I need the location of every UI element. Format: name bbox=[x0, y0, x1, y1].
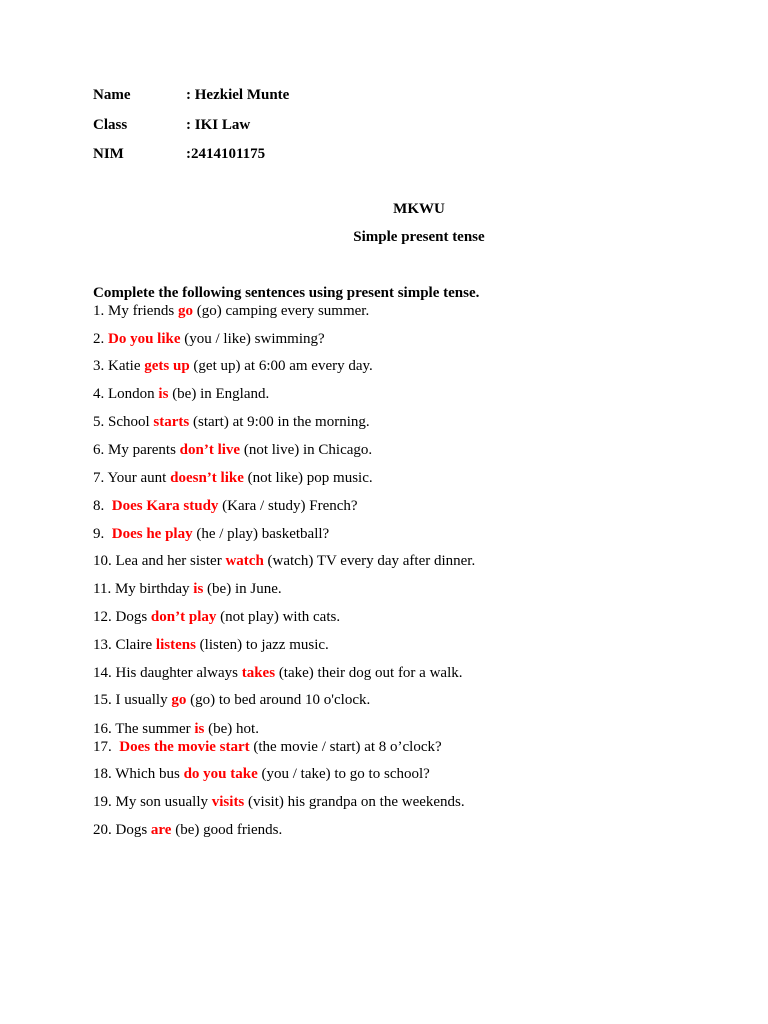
answer-text: do you take bbox=[183, 766, 258, 782]
sentence-text: (watch) TV every day after dinner. bbox=[263, 553, 476, 569]
sentence-item bbox=[93, 636, 329, 654]
sentence-text: (you / take) to go to school? bbox=[257, 766, 430, 782]
sentence-text: 17. bbox=[93, 739, 120, 755]
sentence-text: 12. Dogs bbox=[93, 609, 151, 625]
sentence-text: 15. I usually bbox=[93, 692, 172, 708]
sentence-text: (be) in England. bbox=[168, 386, 270, 402]
sentence-text: (visit) his grandpa on the weekends. bbox=[244, 794, 465, 810]
sentence-item bbox=[93, 793, 465, 811]
sentence-text: 18. Which bus bbox=[93, 766, 184, 782]
sentence-item bbox=[93, 441, 372, 459]
sentence-text: 10. Lea and her sister bbox=[93, 553, 226, 569]
sentence-text: 16. The summer bbox=[93, 721, 195, 737]
document-subtitle: Simple present tense bbox=[353, 229, 485, 245]
answer-text: doesn’t like bbox=[170, 470, 244, 486]
sentence-text: (get up) at 6:00 am every day. bbox=[189, 358, 373, 374]
sentence-text: 7. Your aunt bbox=[93, 470, 171, 486]
sentence-text: (the movie / start) at 8 o’clock? bbox=[249, 739, 442, 755]
answer-text: Does the movie start bbox=[119, 739, 250, 755]
sentence-text: (you / like) swimming? bbox=[180, 331, 325, 347]
answer-text: is bbox=[193, 581, 204, 597]
sentence-text: 19. My son usually bbox=[93, 794, 212, 810]
class-label: Class bbox=[93, 117, 128, 133]
sentence-text: (start) at 9:00 in the morning. bbox=[189, 414, 370, 430]
answer-text: Does he play bbox=[111, 526, 193, 542]
sentence-item bbox=[93, 738, 442, 756]
sentence-text: (not live) in Chicago. bbox=[240, 442, 373, 458]
class-value: : IKI Law bbox=[186, 117, 251, 133]
sentence-text: (Kara / study) French? bbox=[218, 498, 358, 514]
sentence-item bbox=[93, 821, 282, 839]
answer-text: Does Kara study bbox=[111, 498, 219, 514]
sentence-text: 4. London bbox=[93, 386, 159, 402]
sentence-item bbox=[93, 385, 269, 403]
sentence-item bbox=[93, 302, 369, 320]
answer-text: is bbox=[158, 386, 169, 402]
answer-text: watch bbox=[225, 553, 264, 569]
sentence-text: (not play) with cats. bbox=[216, 609, 341, 625]
sentence-text: 1. My friends bbox=[93, 303, 178, 319]
sentence-item bbox=[93, 413, 370, 431]
answer-text: are bbox=[150, 822, 172, 838]
sentence-item bbox=[93, 664, 463, 682]
sentence-text: 14. His daughter always bbox=[93, 665, 242, 681]
sentence-item bbox=[93, 580, 282, 598]
answer-text: visits bbox=[211, 794, 245, 810]
sentence-item bbox=[93, 330, 325, 348]
answer-text: go bbox=[171, 692, 187, 708]
document-title: MKWU bbox=[393, 201, 445, 217]
sentence-item bbox=[93, 497, 358, 515]
sentence-text: (go) to bed around 10 o'clock. bbox=[186, 692, 371, 708]
answer-text: go bbox=[178, 303, 193, 319]
answer-text: starts bbox=[153, 414, 190, 430]
answer-text: gets up bbox=[144, 358, 190, 374]
sentence-text: 2. bbox=[93, 331, 108, 347]
name-label: Name bbox=[93, 87, 131, 103]
sentence-text: 5. School bbox=[93, 414, 154, 430]
instruction: Complete the following sentences using present simple tense. bbox=[93, 285, 480, 301]
sentence-text: 8. bbox=[93, 498, 112, 514]
name-value: : Hezkiel Munte bbox=[186, 87, 290, 103]
sentence-item bbox=[93, 765, 430, 783]
answer-text: listens bbox=[155, 637, 196, 653]
nim-value: :2414101175 bbox=[186, 146, 266, 162]
sentence-text: (go) camping every summer. bbox=[193, 303, 370, 319]
sentence-text: 9. bbox=[93, 526, 112, 542]
sentence-item bbox=[93, 525, 329, 543]
sentence-text: (be) good friends. bbox=[171, 822, 283, 838]
sentence-item bbox=[93, 552, 475, 570]
answer-text: is bbox=[194, 721, 205, 737]
answer-text: takes bbox=[241, 665, 276, 681]
sentence-text: (listen) to jazz music. bbox=[195, 637, 329, 653]
sentence-text: (not like) pop music. bbox=[243, 470, 373, 486]
sentence-item bbox=[93, 691, 370, 709]
answer-text: don’t play bbox=[150, 609, 217, 625]
answer-text: Do you like bbox=[108, 331, 181, 347]
nim-label: NIM bbox=[93, 146, 124, 162]
sentence-item bbox=[93, 357, 373, 375]
sentence-item bbox=[93, 720, 259, 738]
sentence-item bbox=[93, 608, 340, 626]
sentence-item bbox=[93, 469, 373, 487]
sentence-text: (be) hot. bbox=[204, 721, 259, 737]
sentence-text: (he / play) basketball? bbox=[192, 526, 330, 542]
sentence-text: 20. Dogs bbox=[93, 822, 151, 838]
sentence-text: 11. My birthday bbox=[93, 581, 194, 597]
sentence-text: 13. Claire bbox=[93, 637, 156, 653]
sentence-text: 3. Katie bbox=[93, 358, 145, 374]
sentence-text: (take) their dog out for a walk. bbox=[275, 665, 463, 681]
sentence-text: (be) in June. bbox=[203, 581, 282, 597]
answer-text: don’t live bbox=[179, 442, 241, 458]
sentence-text: 6. My parents bbox=[93, 442, 180, 458]
